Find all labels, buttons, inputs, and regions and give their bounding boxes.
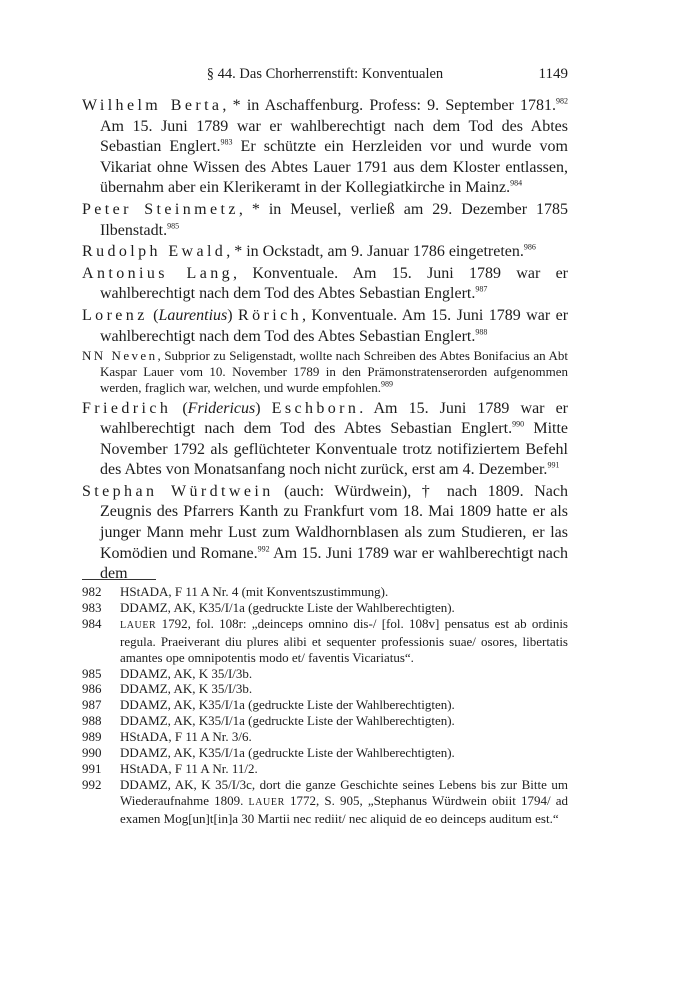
entry-text: , Konventuale. Am 15. Juni 1789 war er wahlberechtigt nach dem Tod des Abtes Sebastian Englert. <box>100 264 569 303</box>
entry-text: , * in Meusel, verließ am 29. Dezember 1785 Ilbenstadt. <box>100 200 569 239</box>
footnote-ref: 990 <box>512 419 525 429</box>
footnote <box>82 681 568 697</box>
footnote-text: 1772, S. 905, „Stephanus Würdwein obiit 1794/ ad examen Mog[un]t[in]a 30 Martii nec rediit/ nec aliquid de eo deinceps auditum est.“ <box>120 792 569 826</box>
entry-berta <box>82 96 568 199</box>
entry-text: , * in Aschaffenburg. Profess: 9. September 1781. <box>222 97 556 114</box>
footnote-number: 986 <box>82 681 102 697</box>
entry-roerich: Lorenz (Laurentius) Rörich, Konventuale. Am 15. Juni 1789 war er wahlberechtigt nach dem Tod des Abtes Sebastian Englert.$^{988}$ <box>82 306 569 345</box>
entry-latin-name: Laurentius <box>158 306 228 324</box>
entry-name: Rörich <box>238 306 302 324</box>
footnote-ref: 983 <box>220 137 233 147</box>
footnote <box>82 616 568 666</box>
footnote-text: HStADA, F 11 A Nr. 11/2. <box>120 760 258 776</box>
footnote <box>82 584 568 600</box>
entry-text: , Subprior zu Seligenstadt, wollte nach Schreiben des Abtes Bonifacius an Abt Kaspar Lauer vom 10. November 1789 in den Prämonstratenserorden aufgenommen werden, fraglich war, welchen, und wurde empfohlen. <box>100 348 568 395</box>
footnote <box>82 745 568 761</box>
entry-name: Stephan Würdtwein <box>82 482 274 500</box>
footnote <box>82 761 568 777</box>
footnote-number: 985 <box>82 665 102 681</box>
footnote-number: 982 <box>82 584 102 599</box>
footnote-number: 990 <box>82 745 102 761</box>
entry-name: Rudolph Ewald <box>82 243 227 261</box>
entry-text: Mitte November 1792 als geflüchteter Konventuale trotz notifiziertem Befehl des Abtes von Monatsanfang noch nicht zurück, erst am 4. Dezember. <box>100 420 569 479</box>
entry-text: Am 15. Juni 1789 war er wahlberechtigt nach dem Tod des Abtes Sebastian Englert. <box>100 117 568 156</box>
footnote-text: DDAMZ, AK, K35/I/1a (gedruckte Liste der Wahlberechtigten). <box>120 713 455 729</box>
footnote-ref: 988 <box>475 327 488 337</box>
footnote <box>82 600 568 616</box>
footnote-text: DDAMZ, AK, K35/I/1a (gedruckte Liste der Wahlberechtigten). <box>120 697 455 713</box>
footnote-number: 984 <box>82 615 102 631</box>
footnote-number: 989 <box>82 729 102 745</box>
entry-text: Er schützte ein Herzleiden vor und wurde vom Vikariat ohne Wissen des Abtes Lauer 1791 aus dem Kloster entlassen, übernahm aber ein Klerikeramt in der Kollegiatkirche in Mainz. <box>100 138 568 197</box>
entry-name: Lorenz <box>82 306 148 324</box>
footnote-text: HStADA, F 11 A Nr. 4 (mit Konventszustimmung). <box>120 584 389 599</box>
footnote-ref: 991 <box>547 460 560 470</box>
entry-ewald <box>82 242 568 263</box>
footnote-number: 987 <box>82 697 102 713</box>
entry-name: Eschborn <box>271 399 360 417</box>
entry-text: Am 15. Juni 1789 war er wahlberechtigt nach dem <box>100 544 568 583</box>
entry-name: Peter Steinmetz <box>82 200 239 218</box>
entry-name: NN Neven <box>82 348 158 364</box>
footnote-number: 983 <box>82 599 102 615</box>
page-number: 1149 <box>538 66 568 82</box>
entry-text: (auch: Würdwein), † nach 1809. Nach Zeugnis des Pfarrers Kanth zu Frankfurt vom 18. Mai 1809 hatte er als junger Mann mehr Lust zum Waldhornblasen als zum Studieren, er las Komödien und Romane. <box>100 482 568 562</box>
footnote <box>82 666 568 682</box>
footnote-author: LAUER <box>248 796 285 808</box>
footnote <box>82 697 568 713</box>
footnote-author: LAUER <box>120 619 157 631</box>
entry-wuerdtwein <box>82 482 568 585</box>
footnote-text: 1792, fol. 108r: „deinceps omnino dis-/ [fol. 108v] pensatus est ab ordinis regula. Praeiverant diu plures alibi et sequenter professionis suae/ osores, libertatis amantes ope omnipotentis modo et/ faventis Vicariatus“. <box>120 615 568 665</box>
footnote-ref: 989 <box>381 379 394 389</box>
entry-text: , Konventuale. Am 15. Juni 1789 war er wahlberechtigt nach dem Tod des Abtes Sebastian Englert. <box>100 306 569 345</box>
footnote-ref: 984 <box>510 179 523 189</box>
footnote-ref: 992 <box>257 544 270 554</box>
footnote-text: DDAMZ, AK, K35/I/1a (gedruckte Liste der Wahlberechtigten). <box>120 745 455 761</box>
entry-neven <box>82 348 568 395</box>
entry-eschborn: Friedrich (Fridericus) Eschborn. Am 15. Juni 1789 war er wahlberechtigt nach dem Tod des Abtes Sebastian Englert.$^{990}$ Mitte November 1792 als geflüchteter Konventuale trotz notifiziertem Befehl des Abtes von Monatsanfang noch nicht zurück, erst am 4. Dezember.$^{991}$ <box>82 399 569 479</box>
page-header <box>82 66 568 86</box>
entry-text: . Am 15. Juni 1789 war er wahlberechtigt nach dem Tod des Abtes Sebastian Englert. <box>100 399 569 438</box>
running-head: § 44. Das Chorherrenstift: Konventualen <box>206 66 444 82</box>
entry-text: , * in Ockstadt, am 9. Januar 1786 eingetreten. <box>226 243 524 261</box>
footnote-number: 991 <box>82 760 102 776</box>
entry-name: Wilhelm Berta <box>82 97 223 114</box>
footnote-text: DDAMZ, AK, K 35/I/3b. <box>120 681 253 697</box>
entry-list <box>82 96 568 586</box>
footnote-ref: 985 <box>167 221 180 231</box>
footnote <box>82 713 568 729</box>
footnote-text: HStADA, F 11 A Nr. 3/6. <box>120 729 252 745</box>
footnote-ref: 986 <box>523 242 536 252</box>
footnote-text: DDAMZ, AK, K35/I/1a (gedruckte Liste der Wahlberechtigten). <box>120 599 455 615</box>
entry-name: Antonius Lang <box>82 264 234 282</box>
footnote-number: 988 <box>82 713 102 729</box>
footnote <box>82 729 568 745</box>
entry-lang <box>82 264 568 305</box>
entry-name: Friedrich <box>82 399 172 417</box>
footnote-ref: 987 <box>475 285 488 295</box>
footnote-text: DDAMZ, AK, K 35/I/3c, dort die ganze Geschichte seines Lebens bis zur Bitte um Wiederaufnahme 1809. <box>120 776 568 808</box>
footnote-text: DDAMZ, AK, K 35/I/3b. <box>120 665 253 681</box>
footnote-number: 992 <box>82 776 102 792</box>
footnote-ref: 982 <box>556 96 568 106</box>
entry-latin-name: Fridericus <box>187 399 256 417</box>
footnote-list <box>82 584 568 827</box>
entry-steinmetz <box>82 200 568 241</box>
footnote <box>82 777 568 827</box>
footnote-divider <box>82 579 156 580</box>
